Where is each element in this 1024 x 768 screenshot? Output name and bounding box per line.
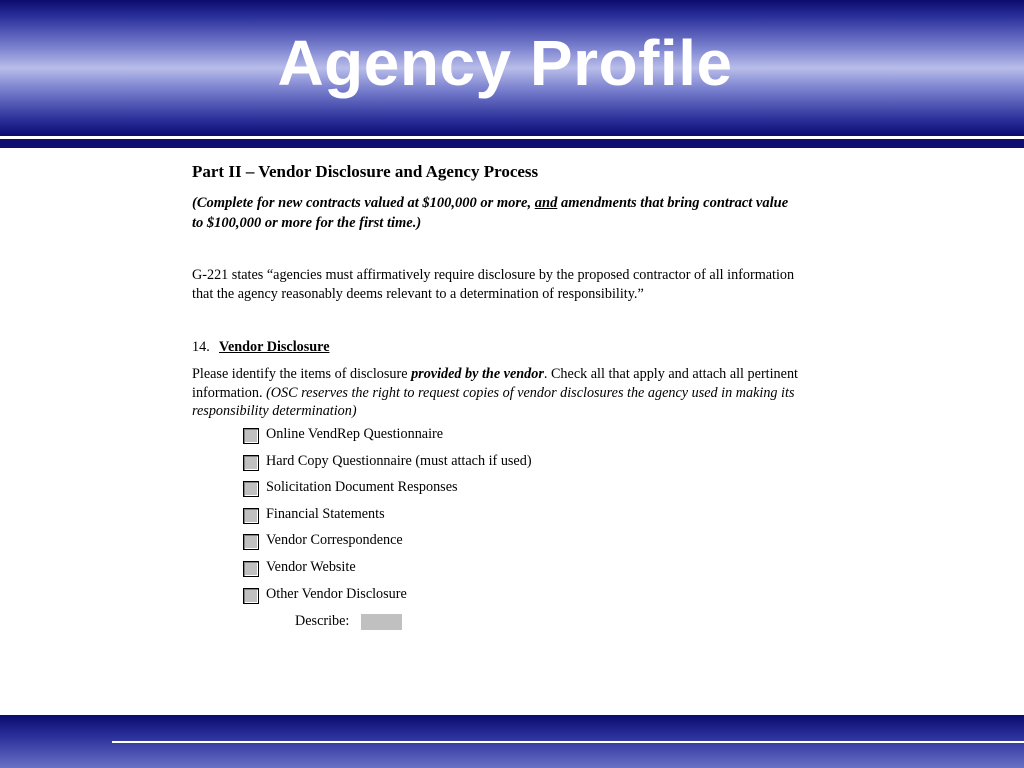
- instructions-b: . Check all that apply and attach all pertinent information.: [192, 366, 798, 401]
- checkbox-row[interactable]: [243, 479, 532, 506]
- checkbox-label: Vendor Correspondence: [266, 532, 403, 549]
- checkbox[interactable]: [243, 455, 259, 471]
- footer-divider: [112, 741, 1024, 743]
- checkbox-label: Hard Copy Questionnaire (must attach if used): [266, 452, 532, 469]
- checkbox-row[interactable]: [243, 426, 532, 453]
- part-subtitle-a: (Complete for new contracts valued at $100,000 or more,: [192, 195, 535, 211]
- instructions-bold: provided by the vendor: [411, 366, 544, 382]
- section-number: 14.: [192, 339, 210, 355]
- instructions-italic: (OSC reserves the right to request copies of vendor disclosures the agency used in making its responsibility determination): [192, 384, 795, 419]
- section-instructions: [192, 365, 842, 421]
- checkbox[interactable]: [243, 561, 259, 577]
- header-band: [0, 0, 1024, 136]
- checkbox[interactable]: [243, 534, 259, 550]
- header-divider-navy: [0, 139, 1024, 148]
- page-title: Agency Profile: [277, 27, 733, 99]
- checkbox[interactable]: [243, 428, 259, 444]
- part-subtitle-and: and: [534, 195, 558, 211]
- instructions-a: Please identify the items of disclosure: [192, 366, 412, 382]
- checkbox[interactable]: [243, 508, 259, 524]
- section-title: Vendor Disclosure: [219, 339, 330, 355]
- checkbox-list: [243, 426, 532, 612]
- checkbox-label: Online VendRep Questionnaire: [266, 426, 444, 442]
- checkbox-row[interactable]: [243, 559, 532, 586]
- checkbox-row[interactable]: [243, 532, 532, 559]
- part-subtitle: [192, 193, 802, 233]
- part-title: Part II – Vendor Disclosure and Agency Process: [192, 162, 539, 181]
- checkbox-label: Solicitation Document Responses: [266, 479, 458, 496]
- checkbox-row[interactable]: [243, 506, 532, 533]
- part-subtitle-b: amendments that bring contract value to $100,000 or more for the first time.): [192, 195, 789, 231]
- checkbox-label: Other Vendor Disclosure: [266, 585, 407, 602]
- describe-input[interactable]: [361, 614, 402, 630]
- g221-statement: G-221 states “agencies must affirmatively require disclosure by the proposed contractor of all information that the agency reasonably deems relevant to a determination of responsibility.”: [192, 267, 795, 302]
- checkbox[interactable]: [243, 588, 259, 604]
- checkbox[interactable]: [243, 481, 259, 497]
- checkbox-row[interactable]: [243, 453, 532, 480]
- describe-label: Describe:: [295, 613, 350, 629]
- checkbox-row[interactable]: [243, 586, 532, 613]
- checkbox-label: Vendor Website: [266, 558, 356, 575]
- checkbox-label: Financial Statements: [266, 505, 385, 522]
